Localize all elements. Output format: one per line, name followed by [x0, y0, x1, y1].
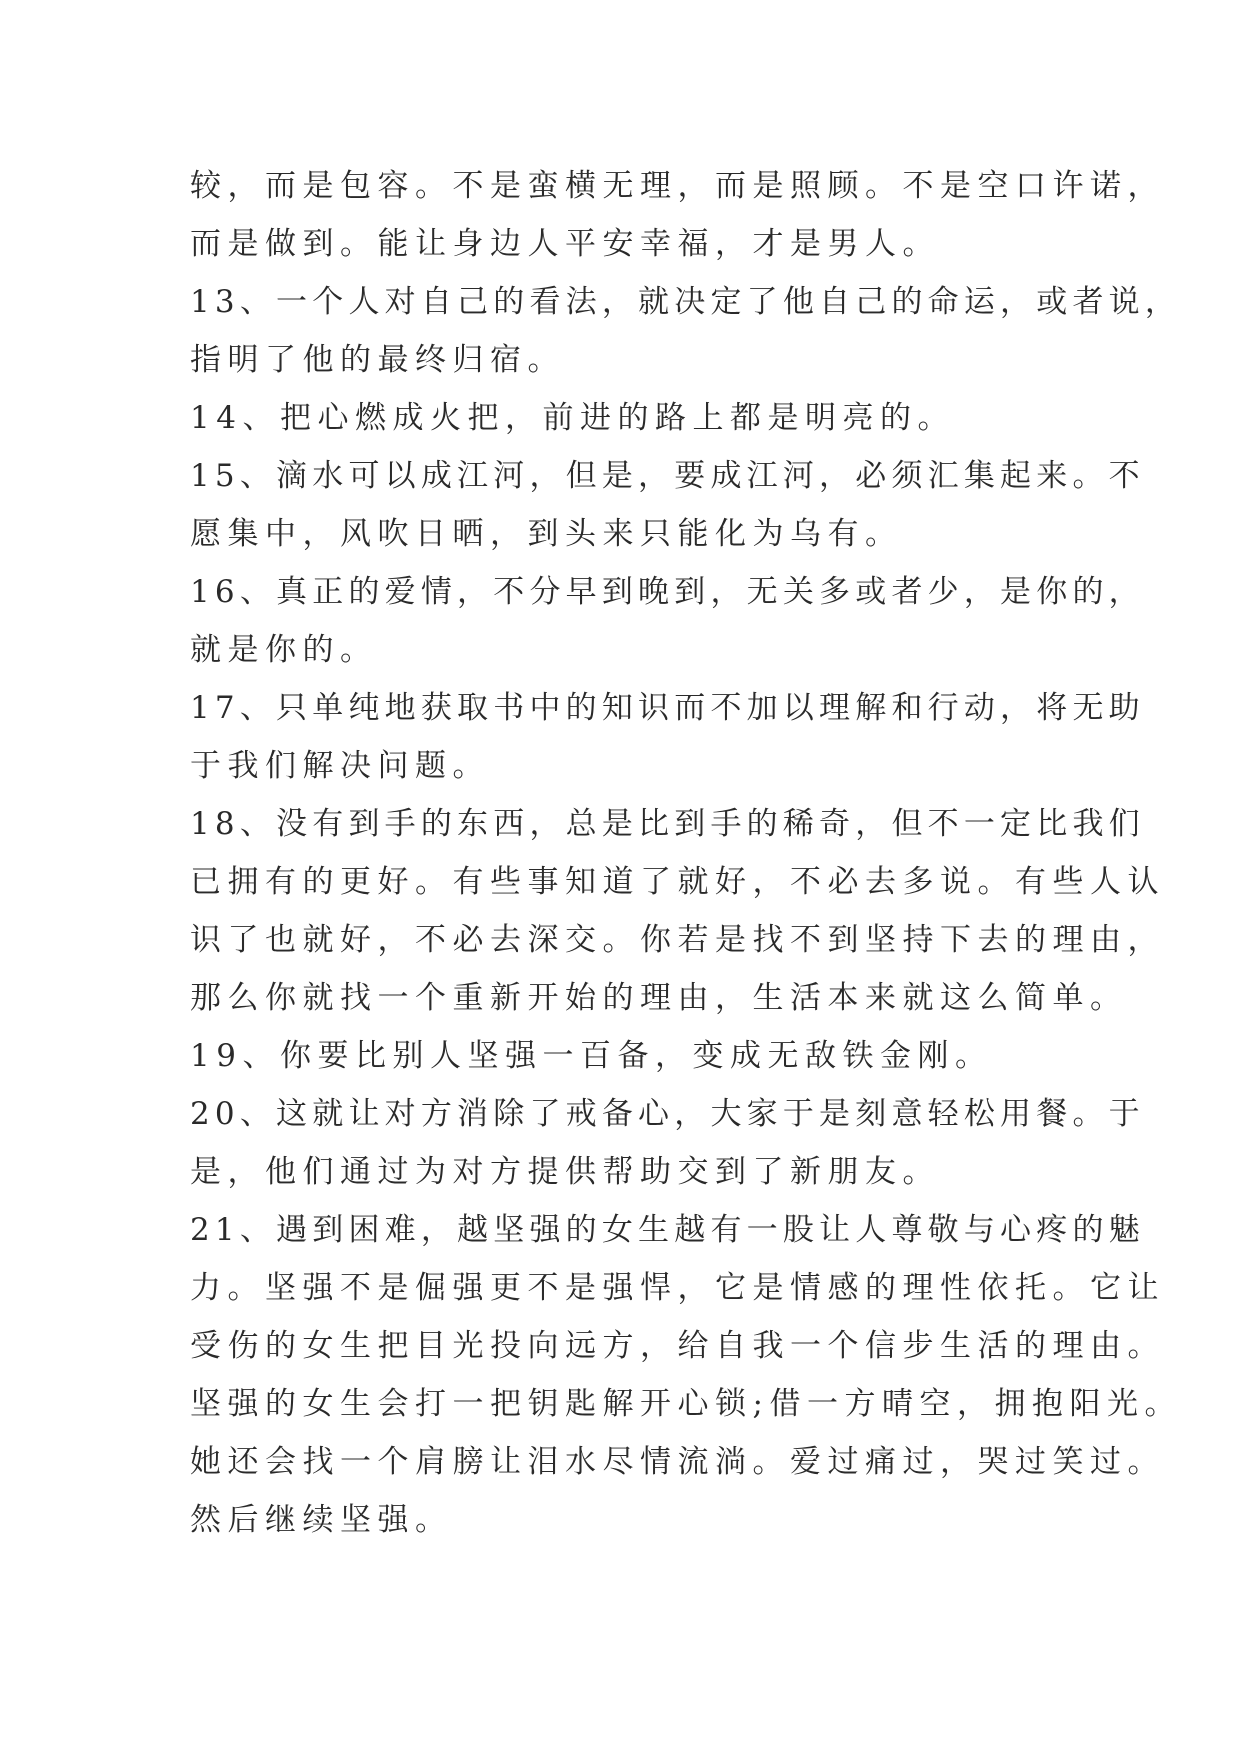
text-line: 那么你就找一个重新开始的理由，生活本来就这么简单。 — [190, 980, 1128, 1016]
text-line: 15、滴水可以成江河，但是，要成江河，必须汇集起来。不 — [190, 458, 1145, 494]
text-line: 受伤的女生把目光投向远方，给自我一个信步生活的理由。 — [190, 1328, 1165, 1364]
text-line: 19、你要比别人坚强一百备，变成无敌铁金刚。 — [190, 1038, 993, 1074]
text-line: 指明了他的最终归宿。 — [190, 342, 565, 378]
text-line: 17、只单纯地获取书中的知识而不加以理解和行动，将无助 — [190, 690, 1145, 726]
text-line: 已拥有的更好。有些事知道了就好，不必去多说。有些人认 — [190, 864, 1165, 900]
text-line: 18、没有到手的东西，总是比到手的稀奇，但不一定比我们 — [190, 806, 1145, 842]
text-line: 14、把心燃成火把，前进的路上都是明亮的。 — [190, 400, 955, 436]
text-line: 力。坚强不是倔强更不是强悍，它是情感的理性依托。它让 — [190, 1270, 1165, 1306]
text-line: 较，而是包容。不是蛮横无理，而是照顾。不是空口许诺， — [190, 168, 1165, 204]
text-line: 于我们解决问题。 — [190, 748, 490, 784]
text-line: 就是你的。 — [190, 632, 378, 668]
text-line: 是，他们通过为对方提供帮助交到了新朋友。 — [190, 1154, 940, 1190]
text-line: 20、这就让对方消除了戒备心，大家于是刻意轻松用餐。于 — [190, 1096, 1145, 1132]
text-line: 16、真正的爱情，不分早到晚到，无关多或者少，是你的， — [190, 574, 1145, 610]
text-line: 然后继续坚强。 — [190, 1502, 453, 1538]
text-line: 她还会找一个肩膀让泪水尽情流淌。爱过痛过，哭过笑过。 — [190, 1444, 1165, 1480]
text-line: 愿集中，风吹日晒，到头来只能化为乌有。 — [190, 516, 903, 552]
text-line: 21、遇到困难，越坚强的女生越有一股让人尊敬与心疼的魅 — [190, 1212, 1145, 1248]
text-line: 识了也就好，不必去深交。你若是找不到坚持下去的理由， — [190, 922, 1165, 958]
document-body — [190, 157, 1182, 1549]
text-line: 而是做到。能让身边人平安幸福，才是男人。 — [190, 226, 940, 262]
text-line: 坚强的女生会打一把钥匙解开心锁;借一方晴空，拥抱阳光。 — [190, 1386, 1182, 1422]
text-line: 13、一个人对自己的看法，就决定了他自己的命运，或者说， — [190, 284, 1182, 320]
